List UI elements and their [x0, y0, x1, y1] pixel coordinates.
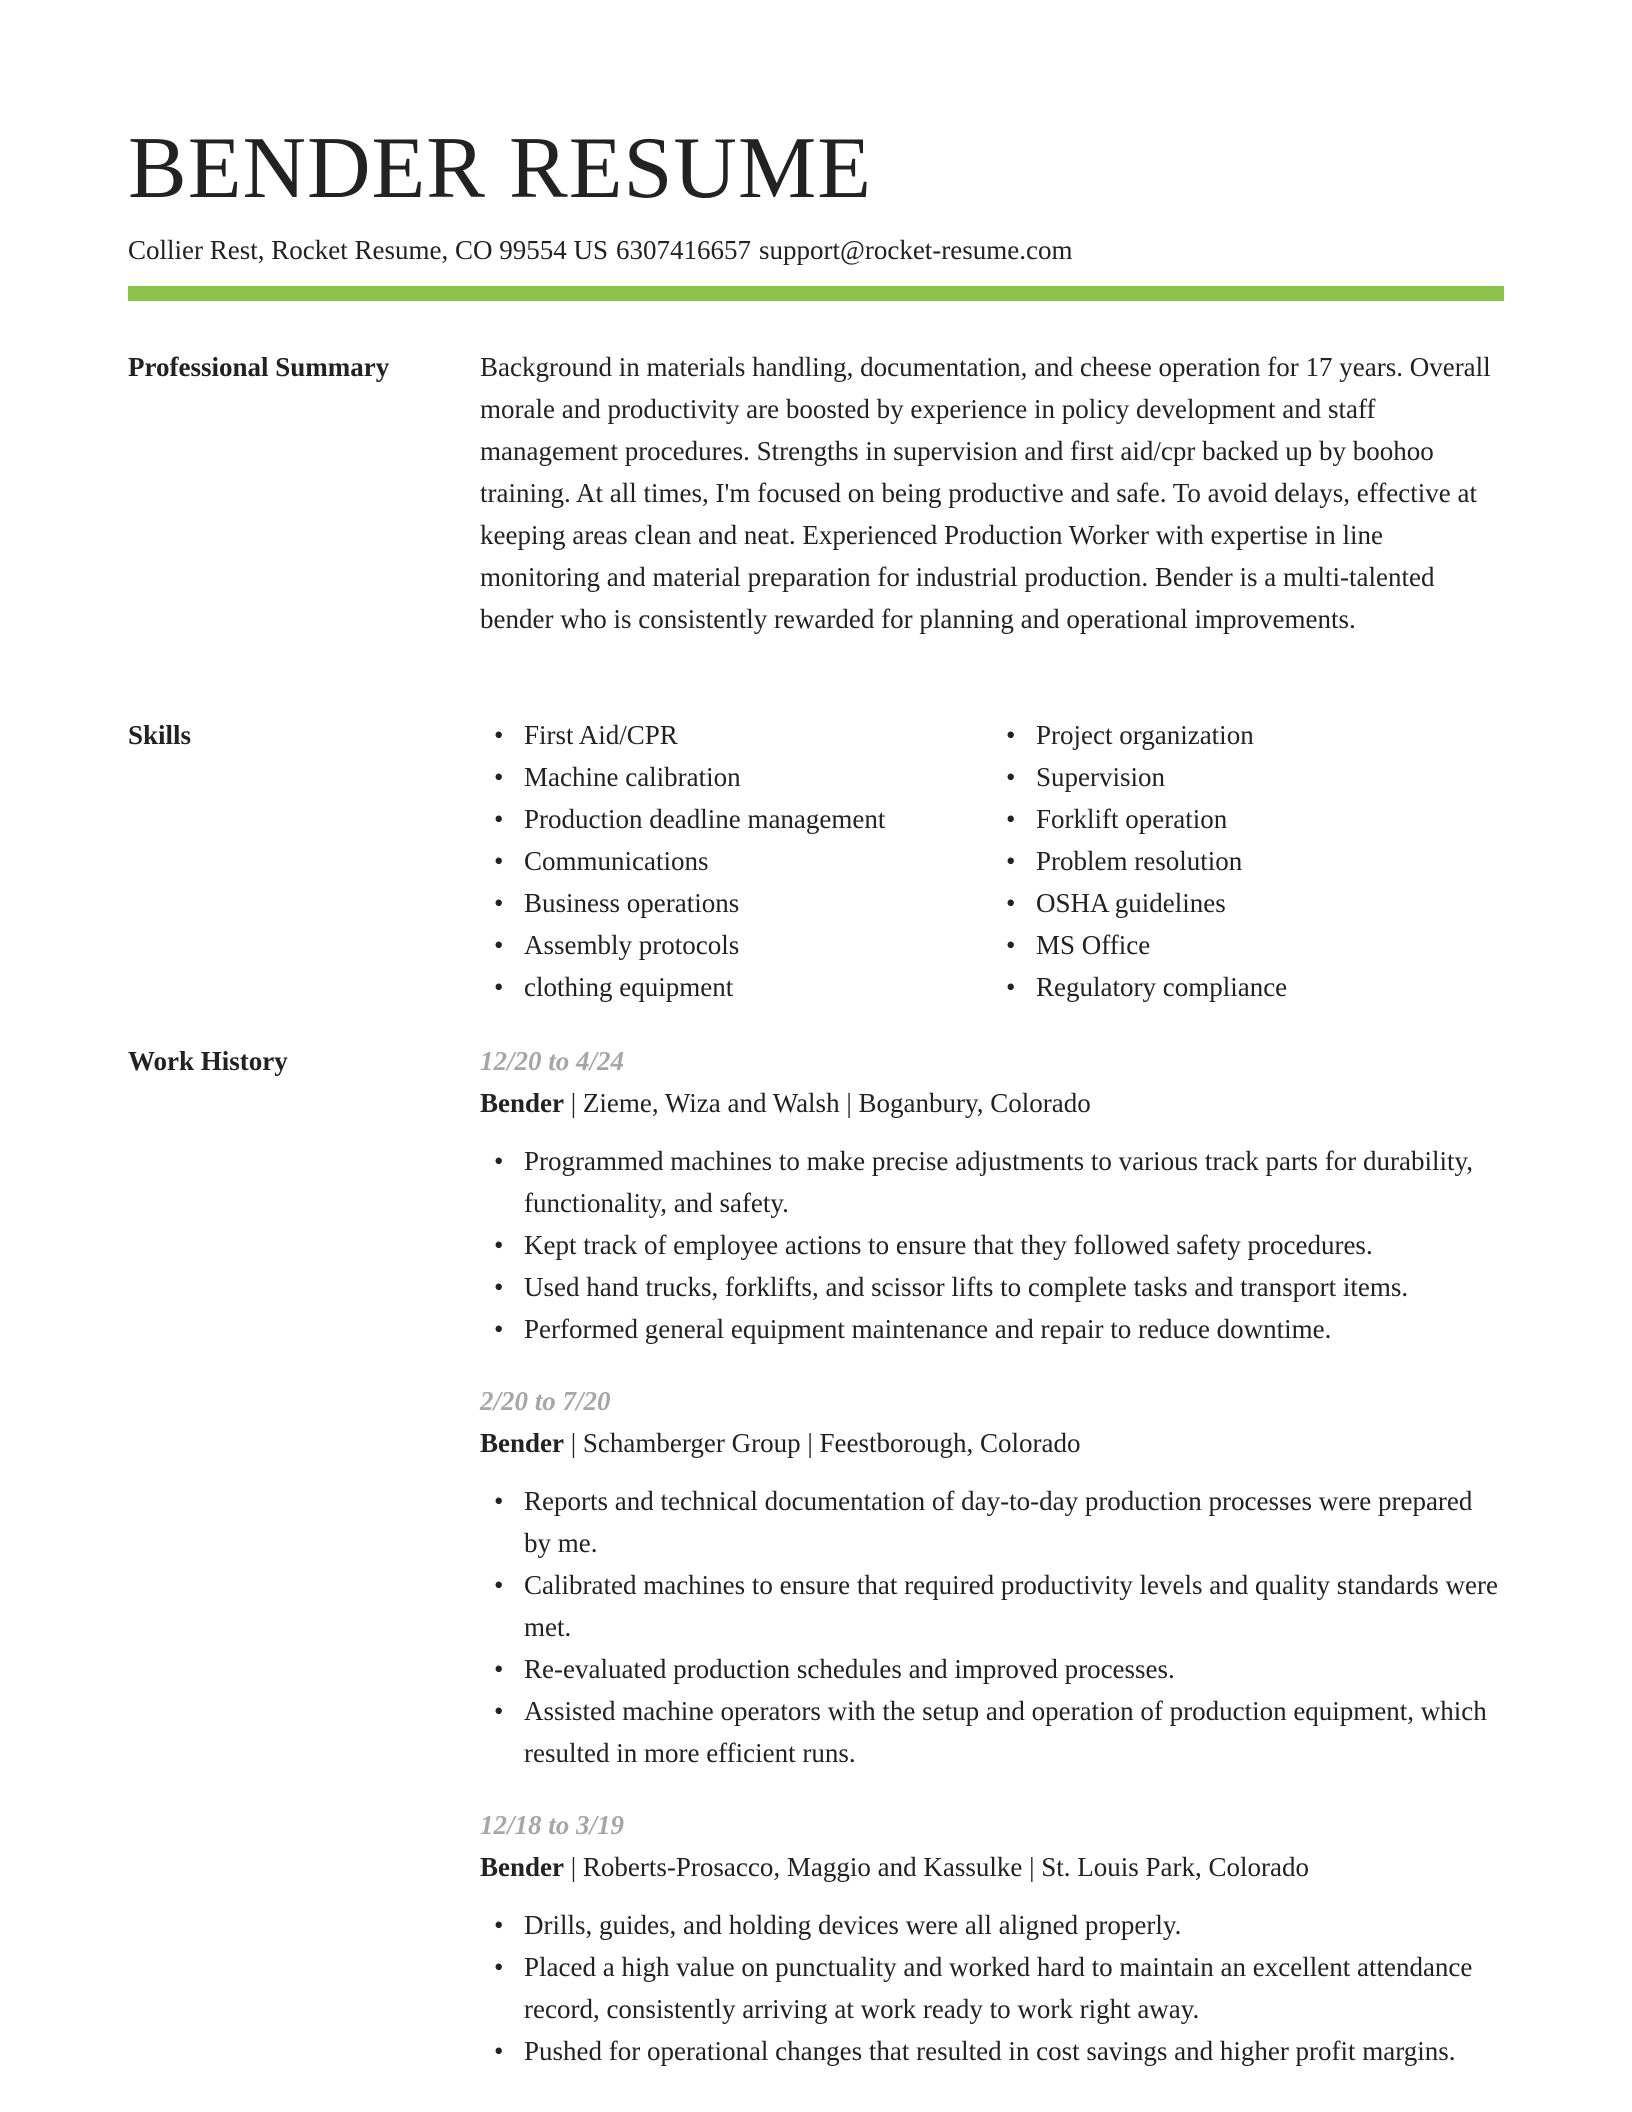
skill-item: • Communications [524, 840, 992, 882]
duty-item: • Calibrated machines to ensure that required productivity levels and quality standards were met. [524, 1564, 1504, 1648]
skill-item: • Assembly protocols [524, 924, 992, 966]
contact-email: support@rocket-resume.com [758, 235, 1073, 265]
skill-item: • Forklift operation [1036, 798, 1504, 840]
duty-item: • Used hand trucks, forklifts, and scissor lifts to complete tasks and transport items. [524, 1266, 1504, 1308]
duty-item: • Pushed for operational changes that resulted in cost savings and higher profit margins. [524, 2030, 1504, 2072]
job-dates: 12/20 to 4/24 [480, 1046, 625, 1076]
job-role: Bender [480, 1852, 564, 1882]
skill-item: • OSHA guidelines [1036, 882, 1504, 924]
job-duties [480, 1480, 1504, 1774]
skill-item: • Production deadline management [524, 798, 992, 840]
duty-item: • Drills, guides, and holding devices were all aligned properly. [524, 1904, 1504, 1946]
job-dates: 2/20 to 7/20 [480, 1386, 611, 1416]
job-location: Boganbury, Colorado [858, 1088, 1091, 1118]
header-divider [128, 286, 1504, 301]
skills-list-left [480, 714, 992, 1008]
job-entry [480, 1040, 1504, 1350]
job-entry [480, 1380, 1504, 1774]
job-header: Bender | Schamberger Group | Feestborough, Colorado [480, 1428, 1081, 1458]
job-company: Roberts-Prosacco, Maggio and Kassulke [582, 1852, 1023, 1882]
job-location: Feestborough, Colorado [819, 1428, 1081, 1458]
summary-text: Background in materials handling, documentation, and cheese operation for 17 years. Overall morale and productivity are boosted by experience in policy development and staff management procedures. Strengths in supervision and first aid/cpr backed up by boohoo training. At all times, I'm focused on being productive and safe. To avoid delays, effective at keeping areas clean and neat. Experienced Production Worker with expertise in line monitoring and material preparation for industrial production. Bender is a multi-talented bender who is consistently rewarded for planning and operational improvements. [480, 352, 1491, 634]
skill-item: • Business operations [524, 882, 992, 924]
contact-phone: 6307416657 [615, 235, 751, 265]
job-entry [480, 1804, 1504, 2072]
job-duties [480, 1140, 1504, 1350]
duty-item: • Kept track of employee actions to ensure that they followed safety procedures. [524, 1224, 1504, 1266]
duty-item: • Assisted machine operators with the setup and operation of production equipment, which resulted in more efficient runs. [524, 1690, 1504, 1774]
job-header: Bender | Roberts-Prosacco, Maggio and Kassulke | St. Louis Park, Colorado [480, 1852, 1309, 1882]
skill-item: • Regulatory compliance [1036, 966, 1504, 1008]
work-history-heading: Work History [128, 1046, 288, 1076]
skills-heading: Skills [128, 720, 192, 750]
summary-body [480, 346, 1504, 640]
skill-item: • MS Office [1036, 924, 1504, 966]
skill-item: • clothing equipment [524, 966, 992, 1008]
job-company: Schamberger Group [582, 1428, 801, 1458]
job-dates: 12/18 to 3/19 [480, 1810, 625, 1840]
skills-body [480, 714, 1504, 1008]
work-history-body [480, 1040, 1504, 2102]
job-role: Bender [480, 1428, 564, 1458]
skill-item: • Machine calibration [524, 756, 992, 798]
skill-item: • Project organization [1036, 714, 1504, 756]
job-company: Zieme, Wiza and Walsh [582, 1088, 840, 1118]
resume-title: BENDER RESUME [128, 120, 872, 217]
duty-item: • Performed general equipment maintenance and repair to reduce downtime. [524, 1308, 1504, 1350]
skill-item: • First Aid/CPR [524, 714, 992, 756]
skill-item: • Supervision [1036, 756, 1504, 798]
job-location: St. Louis Park, Colorado [1041, 1852, 1309, 1882]
duty-item: • Programmed machines to make precise adjustments to various track parts for durability, functionality, and safety. [524, 1140, 1504, 1224]
duty-item: • Placed a high value on punctuality and worked hard to maintain an excellent attendance record, consistently arriving at work ready to work right away. [524, 1946, 1504, 2030]
job-duties [480, 1904, 1504, 2072]
summary-heading: Professional Summary [128, 352, 390, 382]
skill-item: • Problem resolution [1036, 840, 1504, 882]
duty-item: • Re-evaluated production schedules and improved processes. [524, 1648, 1504, 1690]
job-header: Bender | Zieme, Wiza and Walsh | Boganbury, Colorado [480, 1088, 1091, 1118]
job-role: Bender [480, 1088, 564, 1118]
skills-list-right [992, 714, 1504, 1008]
contact-address: Collier Rest, Rocket Resume, CO 99554 US [128, 235, 608, 265]
contact-line [128, 232, 1073, 268]
duty-item: • Reports and technical documentation of day-to-day production processes were prepared by me. [524, 1480, 1504, 1564]
